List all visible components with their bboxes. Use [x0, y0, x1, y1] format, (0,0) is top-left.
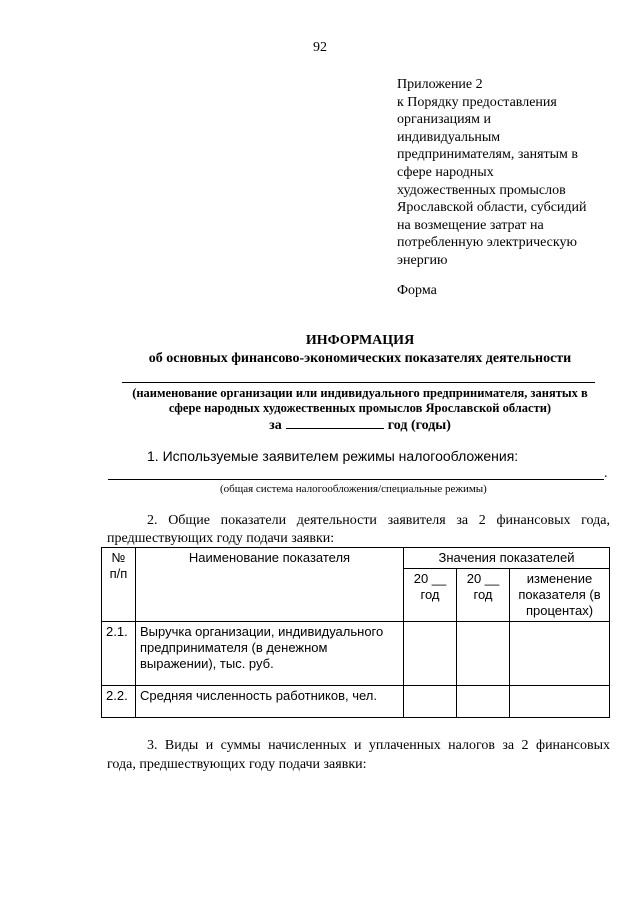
period-prefix: за	[269, 418, 282, 433]
caption-line: сфере народных художественных промыслов Ярославской области)	[168, 401, 552, 415]
appendix-line: художественных промыслов	[397, 182, 566, 198]
value-cell[interactable]	[510, 622, 610, 686]
header-num: № п/п	[102, 548, 136, 622]
indicators-table	[101, 547, 610, 718]
section-1-heading: 1. Используемые заявителем режимы налогообложения:	[147, 448, 519, 464]
document-subtitle: об основных финансово-экономических показателях деятельности	[148, 351, 572, 366]
appendix-line: предпринимателям, занятым в	[397, 147, 579, 163]
tax-regime-caption: (общая система налогообложения/специальные режимы)	[220, 483, 487, 495]
period-line	[112, 415, 608, 434]
row-num: 2.1.	[102, 622, 136, 686]
tax-regime-dot: .	[604, 466, 608, 481]
document-title: ИНФОРМАЦИЯ	[305, 333, 415, 348]
row-name: Средняя численность работников, чел.	[136, 686, 404, 718]
section-3-line: 3. Виды и суммы начисленных и уплаченных налогов за 2 финансовых	[147, 738, 610, 753]
appendix-reference	[397, 76, 612, 270]
section-2-line: предшествующих году подачи заявки:	[107, 530, 335, 546]
value-cell[interactable]	[404, 622, 457, 686]
period-suffix: год (годы)	[387, 418, 451, 433]
value-cell[interactable]	[404, 686, 457, 718]
organization-name-blank[interactable]	[122, 382, 595, 383]
appendix-line: потребленную электрическую	[397, 235, 577, 251]
appendix-line: организациям и	[397, 112, 491, 128]
appendix-line: сфере народных	[397, 164, 494, 180]
value-cell[interactable]	[457, 622, 510, 686]
section-3-line: года, предшествующих году подачи заявки:	[107, 757, 367, 772]
section-2-heading	[107, 512, 610, 547]
header-values: Значения показателей	[404, 548, 610, 569]
appendix-line: Приложение 2	[397, 77, 483, 92]
appendix-line: индивидуальным	[397, 129, 501, 145]
appendix-line: к Порядку предоставления	[397, 94, 557, 110]
form-label: Форма	[397, 283, 437, 298]
row-name: Выручка организации, индивидуального предпринимателя (в денежном выражении), тыс. руб.	[136, 622, 404, 686]
tax-regime-blank[interactable]	[108, 479, 604, 480]
page-number: 92	[313, 40, 327, 55]
appendix-line: Ярославской области, субсидий	[397, 200, 587, 216]
appendix-line: на возмещение затрат на	[397, 217, 544, 233]
header-name: Наименование показателя	[136, 548, 404, 622]
row-num: 2.2.	[102, 686, 136, 718]
section-3-heading	[107, 736, 610, 774]
value-cell[interactable]	[457, 686, 510, 718]
header-year-2: 20 __ год	[457, 569, 510, 622]
header-change: изменение показателя (в процентах)	[510, 569, 610, 622]
table-header-row	[102, 548, 610, 569]
section-2-line: 2. Общие показатели деятельности заявителя за 2 финансовых года,	[147, 513, 610, 528]
table-row	[102, 622, 610, 686]
caption-line: (наименование организации или индивидуального предпринимателя, занятых в	[132, 386, 588, 400]
header-year-1: 20 __ год	[404, 569, 457, 622]
value-cell[interactable]	[510, 686, 610, 718]
organization-caption	[112, 386, 608, 416]
table-row	[102, 686, 610, 718]
appendix-line: энергию	[397, 252, 448, 268]
period-blank[interactable]	[286, 415, 384, 429]
